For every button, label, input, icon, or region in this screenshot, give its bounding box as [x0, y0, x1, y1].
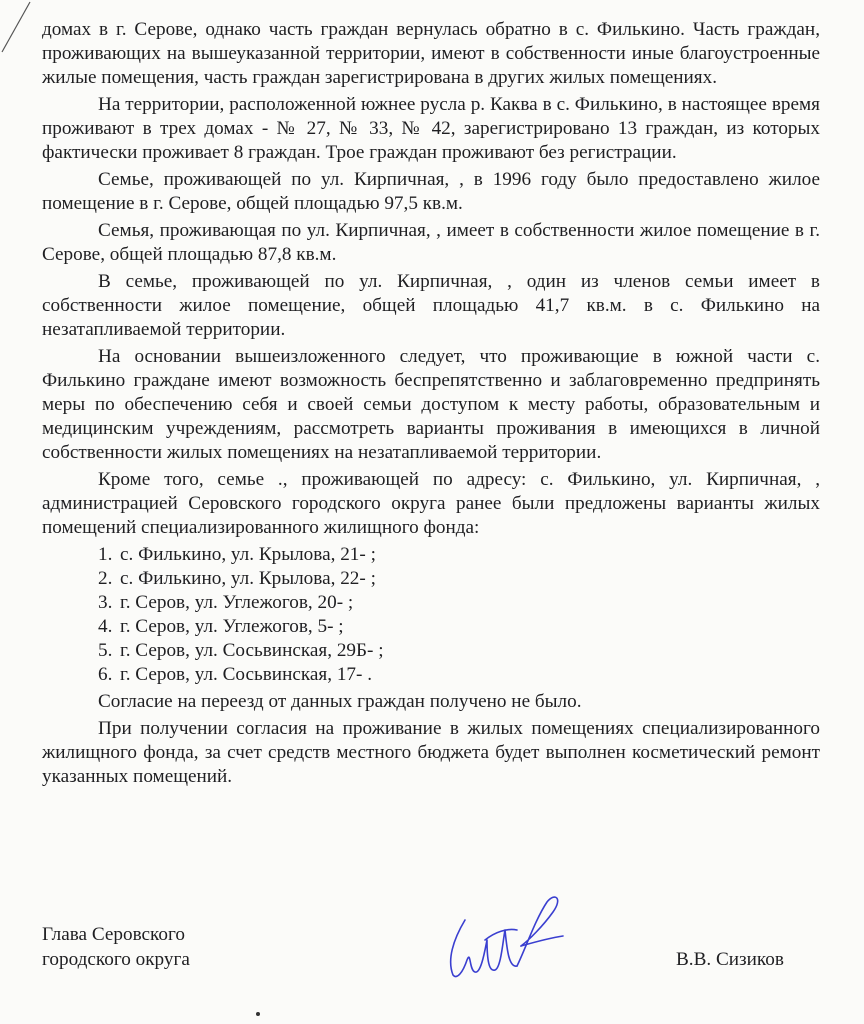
- housing-options-list: [42, 543, 820, 687]
- list-item-text: г. Серов, ул. Сосьвинская, 17- .: [120, 664, 372, 685]
- list-item: [42, 639, 820, 663]
- paragraph-family-1: Семье, проживающей по ул. Кирпичная, , в 1996 году было предоставлено жилое помещение в г. Серове, общей площадью 97,5 кв.м.: [42, 169, 820, 214]
- letter-body: [42, 18, 820, 792]
- list-item: [42, 543, 820, 567]
- list-item: [42, 663, 820, 687]
- paragraph-conclusion: На основании вышеизложенного следует, что проживающие в южной части с. Филькино граждане имеют возможность беспрепятственно и заблаговременно предпринять меры по обеспечению себя и своей семьи доступом к месту работы, образовательным и медицинским учреждениям, рассмотреть варианты проживания в имеющихся в личной собственности жилых помещениях на незатапливаемой территории.: [42, 346, 820, 463]
- paragraph-intro: домах в г. Серове, однако часть граждан вернулась обратно в с. Филькино. Часть граждан, проживающих на вышеуказанной территории, имеют в собственности иные благоустроенные жилые помещения, часть граждан зарегистрирована в других жилых помещениях.: [42, 19, 820, 88]
- list-item-text: г. Серов, ул. Углежогов, 20- ;: [120, 592, 354, 613]
- list-item-number: 6.: [98, 664, 113, 685]
- paragraph-repair: При получении согласия на проживание в жилых помещениях специализированного жилищного фонда, за счет средств местного бюджета будет выполнен косметический ремонт указанных помещений.: [42, 718, 820, 787]
- handwritten-signature: [425, 880, 585, 990]
- paragraph-no-consent: Согласие на переезд от данных граждан получено не было.: [98, 691, 582, 712]
- paragraph-south-territory: На территории, расположенной южнее русла р. Каква в с. Филькино, в настоящее время проживают в трех домах - № 27, № 33, № 42, зарегистрировано 13 граждан, из которых фактически проживает 8 граждан. Трое граждан проживают без регистрации.: [42, 94, 820, 163]
- list-item: [42, 615, 820, 639]
- list-item: [42, 591, 820, 615]
- position-line-2: городского округа: [42, 949, 190, 970]
- signatory-position: [42, 922, 190, 972]
- paragraph-offer: Кроме того, семье ., проживающей по адресу: с. Филькино, ул. Кирпичная, , администрацией Серовского городского округа ранее были предложены варианты жилых помещений специализированного жилищного фонда:: [42, 469, 820, 538]
- ink-dot: [256, 1012, 260, 1016]
- list-item-number: 4.: [98, 616, 113, 637]
- paragraph-family-2: Семья, проживающая по ул. Кирпичная, , имеет в собственности жилое помещение в г. Серове, общей площадью 87,8 кв.м.: [42, 220, 820, 265]
- list-item-text: г. Серов, ул. Сосьвинская, 29Б- ;: [120, 640, 384, 661]
- list-item-number: 3.: [98, 592, 113, 613]
- list-item-number: 5.: [98, 640, 113, 661]
- list-item: [42, 567, 820, 591]
- list-item-number: 2.: [98, 568, 113, 589]
- list-item-text: с. Филькино, ул. Крылова, 21- ;: [120, 544, 376, 565]
- list-item-number: 1.: [98, 544, 113, 565]
- position-line-1: Глава Серовского: [42, 924, 185, 945]
- list-item-text: г. Серов, ул. Углежогов, 5- ;: [120, 616, 344, 637]
- signer-name: В.В. Сизиков: [676, 949, 784, 970]
- paragraph-family-3: В семье, проживающей по ул. Кирпичная, , один из членов семьи имеет в собственности жилое помещение, общей площадью 41,7 кв.м. в с. Филькино на незатапливаемой территории.: [42, 271, 820, 340]
- list-item-text: с. Филькино, ул. Крылова, 22- ;: [120, 568, 376, 589]
